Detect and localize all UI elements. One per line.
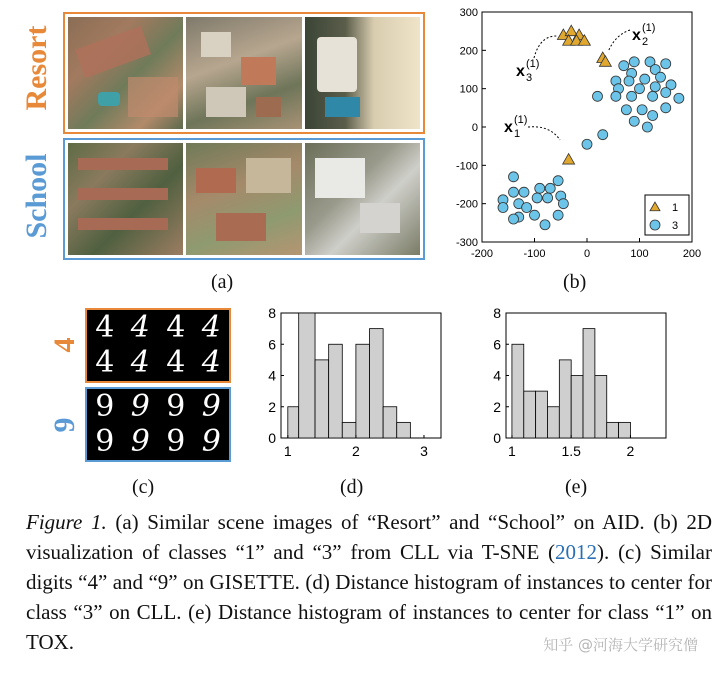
class-3-point (629, 57, 639, 67)
x-tick-label: 0 (583, 248, 591, 260)
hist-e-y-tick-label: 8 (493, 305, 501, 321)
scatter-plot (440, 0, 720, 300)
class-3-point (540, 220, 550, 230)
four-digit: 4 (130, 309, 150, 345)
class-3-point (661, 59, 671, 69)
caption-citation-link[interactable]: 2012 (555, 540, 598, 564)
hist-d-bar (356, 344, 370, 438)
nine-digit: 9 (95, 388, 115, 424)
hist-e-bar (512, 344, 524, 438)
four-digit: 4 (130, 345, 150, 381)
annotation-sup: (1) (642, 22, 656, 34)
annotation-sup: (1) (514, 114, 528, 126)
class-3-point (553, 176, 563, 186)
digit-9-grid (85, 387, 231, 462)
hist-d-bar (288, 407, 299, 438)
panel-a (0, 0, 440, 293)
resort-image-3 (305, 17, 420, 129)
class-3-point (509, 214, 519, 224)
resort-image-row (63, 12, 425, 134)
hist-e-bar (595, 376, 607, 439)
x-tick-label: -200 (470, 248, 494, 260)
class-3-point (656, 72, 666, 82)
y-tick-label: -300 (455, 237, 478, 249)
hist-d-y-tick-label: 6 (268, 336, 276, 353)
x-tick-label: 100 (630, 248, 649, 260)
class-3-point (532, 193, 542, 203)
y-tick-label: 0 (471, 122, 478, 134)
annotation-sub: 3 (526, 72, 533, 84)
digit-4-label: 4 (48, 337, 81, 353)
class-3-point (530, 210, 540, 220)
hist-e-y-tick-label: 0 (493, 430, 501, 446)
class-3-point (661, 103, 671, 113)
y-tick-label: 300 (459, 7, 478, 19)
hist-e-bar (571, 376, 583, 439)
annotation-sup: (1) (526, 58, 540, 70)
nine-digit: 9 (201, 388, 221, 424)
resort-label: Resort (20, 25, 53, 111)
hist-e-bar (547, 407, 559, 438)
hist-e-bar (619, 422, 631, 438)
class-3-point (519, 187, 529, 197)
class-3-point (611, 91, 621, 101)
y-tick-label: 100 (459, 83, 478, 96)
hist-e-bar (583, 329, 595, 438)
hist-d-bar (315, 360, 329, 438)
caption-figure-number: Figure 1. (26, 510, 107, 534)
class-3-point (637, 105, 647, 115)
x-tick-label: 200 (682, 248, 702, 260)
class-3-point (642, 122, 652, 132)
legend-label-1: 1 (672, 202, 679, 214)
nine-digit: 9 (95, 424, 115, 460)
four-digit: 4 (95, 309, 115, 345)
class-3-point (648, 111, 658, 121)
class-3-point (674, 93, 684, 103)
hist-d-x-tick-label: 3 (420, 443, 428, 459)
hist-e-bar (536, 391, 548, 438)
annotation-sub: 1 (514, 128, 521, 140)
hist-d-bar (383, 407, 397, 438)
school-label: School (20, 153, 53, 239)
class-3-point (498, 203, 508, 213)
hist-d-x-tick-label: 2 (351, 443, 360, 459)
nine-digit: 9 (130, 424, 150, 460)
hist-e-x-tick-label: 2 (626, 443, 635, 459)
nine-digit: 9 (166, 424, 186, 460)
panel-e-label: (e) (565, 476, 588, 498)
hist-d-y-tick-label: 0 (268, 430, 276, 446)
school-image-1 (68, 143, 183, 255)
annotation-x1: x (504, 119, 513, 136)
class-3-point (661, 88, 671, 98)
class-3-point (648, 91, 658, 101)
class-3-point (619, 61, 629, 71)
caption-text-1: (a) Similar scene images of “Resort” and “School” on AID. (b) 2D visualization of classes “1” and “3” from CLL via T-SNE ( (26, 510, 712, 564)
class-3-point (598, 130, 608, 140)
annotation-x3: x (516, 63, 525, 80)
hist-e-bar (607, 422, 619, 438)
class-3-point (545, 183, 555, 193)
class-3-point (593, 91, 603, 101)
legend-circle-marker (650, 220, 660, 230)
y-tick-label: -100 (455, 160, 478, 173)
scatter-legend (645, 195, 689, 235)
y-tick-label: -200 (455, 198, 478, 211)
class-3-point (558, 199, 568, 209)
hist-d-y-tick-label: 8 (268, 305, 276, 321)
class-3-point (629, 116, 639, 126)
class-3-point (543, 193, 553, 203)
panel-a-label: (a) (211, 271, 234, 293)
class-3-point (553, 210, 563, 220)
annotation-sub: 2 (642, 36, 649, 48)
hist-e-x-tick-label: 1 (508, 443, 516, 459)
class-3-point (522, 203, 532, 213)
class-3-point (509, 172, 519, 182)
school-image-3 (305, 143, 420, 255)
nine-digit: 9 (166, 388, 186, 424)
nine-digit: 9 (201, 424, 221, 460)
class-3-point (635, 84, 645, 94)
hist-d-bar (299, 313, 315, 438)
hist-d-x-tick-label: 1 (283, 443, 292, 459)
hist-d-bar (397, 422, 411, 438)
class-3-point (624, 76, 634, 86)
panel-b-label: (b) (563, 271, 587, 293)
digit-9-label: 9 (48, 417, 81, 433)
hist-d-y-tick-label: 2 (268, 398, 276, 415)
hist-e-y-tick-label: 2 (493, 398, 501, 415)
class-3-point (582, 139, 592, 149)
hist-e-y-tick-label: 6 (493, 336, 501, 353)
hist-e-bar (524, 391, 536, 438)
class-3-point (640, 74, 650, 84)
watermark: 知乎 @河海大学研究僧 (543, 636, 698, 654)
four-digit: 4 (201, 345, 221, 381)
class-3-point (650, 82, 660, 92)
resort-image-1 (68, 17, 183, 129)
class-3-point (627, 91, 637, 101)
hist-e-y-tick-label: 4 (493, 367, 501, 384)
four-digit: 4 (166, 345, 186, 381)
x-tick-label: -100 (523, 248, 546, 260)
histogram-e (470, 300, 685, 475)
four-digit: 4 (166, 309, 186, 345)
hist-d-y-tick-label: 4 (268, 367, 276, 384)
panel-d-label: (d) (340, 476, 364, 498)
class-3-point (509, 187, 519, 197)
legend-label-3: 3 (672, 220, 679, 232)
y-tick-label: 200 (459, 45, 478, 58)
annotation-x2: x (632, 27, 641, 44)
nine-digit: 9 (130, 388, 150, 424)
caption-text-2: ). (c) Similar digits “4” and “9” on GISETTE. (d) Distance histogram of instances to center for class “3” on CLL. (e) Distance histogram of instances to center for class “1” on TOX. (26, 540, 712, 654)
hist-e-bar (559, 360, 571, 438)
hist-d-bar (370, 329, 384, 438)
hist-d-bar (329, 344, 343, 438)
hist-e-x-tick-label: 1.5 (561, 443, 581, 459)
hist-d-bar (342, 422, 356, 438)
school-image-2 (186, 143, 301, 255)
class-3-point (535, 183, 545, 193)
resort-image-2 (186, 17, 301, 129)
four-digit: 4 (95, 345, 115, 381)
class-3-point (621, 105, 631, 115)
digit-4-grid (85, 308, 231, 383)
school-image-row (63, 138, 425, 260)
panel-c-label: (c) (132, 476, 155, 498)
four-digit: 4 (201, 309, 221, 345)
histogram-d (245, 300, 455, 475)
